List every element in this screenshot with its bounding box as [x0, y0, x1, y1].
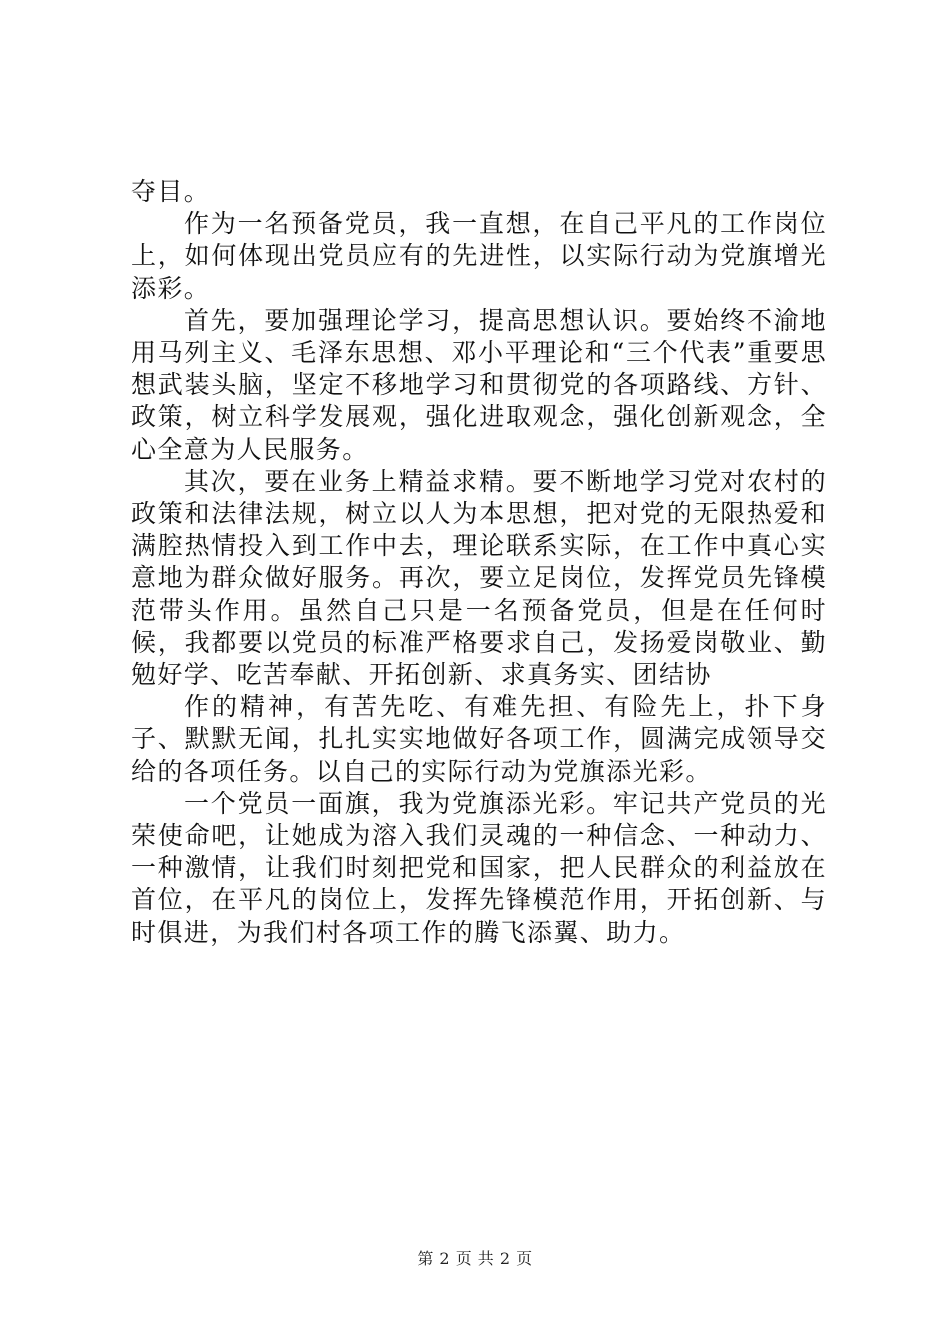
paragraph-1: 夺目。: [131, 177, 211, 206]
paragraph-4: 其次，要在业务上精益求精。要不断地学习党对农村的政策和法律法规，树立以人为本思想，把对党的无限热爱和满腔热情投入到工作中去，理论联系实际，在工作中真心实意地为群众做好服务。再次，要立足岗位，发挥党员先锋模范带头作用。虽然自己只是一名预备党员，但是在任何时候，我都要以党员的标准严格要求自己，发扬爱岗敬业、勤勉好学、吃苦奉献、开拓创新、求真务实、团结协: [131, 466, 827, 690]
paragraph-3: 首先，要加强理论学习，提高思想认识。要始终不渝地用马列主义、毛泽东思想、邓小平理论和“三个代表”重要思想武装头脑，坚定不移地学习和贯彻党的各项路线、方针、政策，树立科学发展观，强化进取观念，强化创新观念，全心全意为人民服务。: [131, 305, 827, 464]
document-body: [131, 176, 827, 949]
paragraph-5: 作的精神，有苦先吃、有难先担、有险先上，扑下身子、默默无闻，扎扎实实地做好各项工作，圆满完成领导交给的各项任务。以自己的实际行动为党旗添光彩。: [131, 692, 827, 786]
paragraph-2: 作为一名预备党员，我一直想，在自己平凡的工作岗位上，如何体现出党员应有的先进性，以实际行动为党旗增光添彩。: [131, 209, 827, 303]
paragraph-6: 一个党员一面旗，我为党旗添光彩。牢记共产党员的光荣使命吧，让她成为溶入我们灵魂的一种信念、一种动力、一种激情，让我们时刻把党和国家，把人民群众的利益放在首位，在平凡的岗位上，发挥先锋模范作用，开拓创新、与时俱进，为我们村各项工作的腾飞添翼、助力。: [131, 788, 827, 947]
page-number-footer: 第 2 页 共 2 页: [417, 1249, 533, 1268]
